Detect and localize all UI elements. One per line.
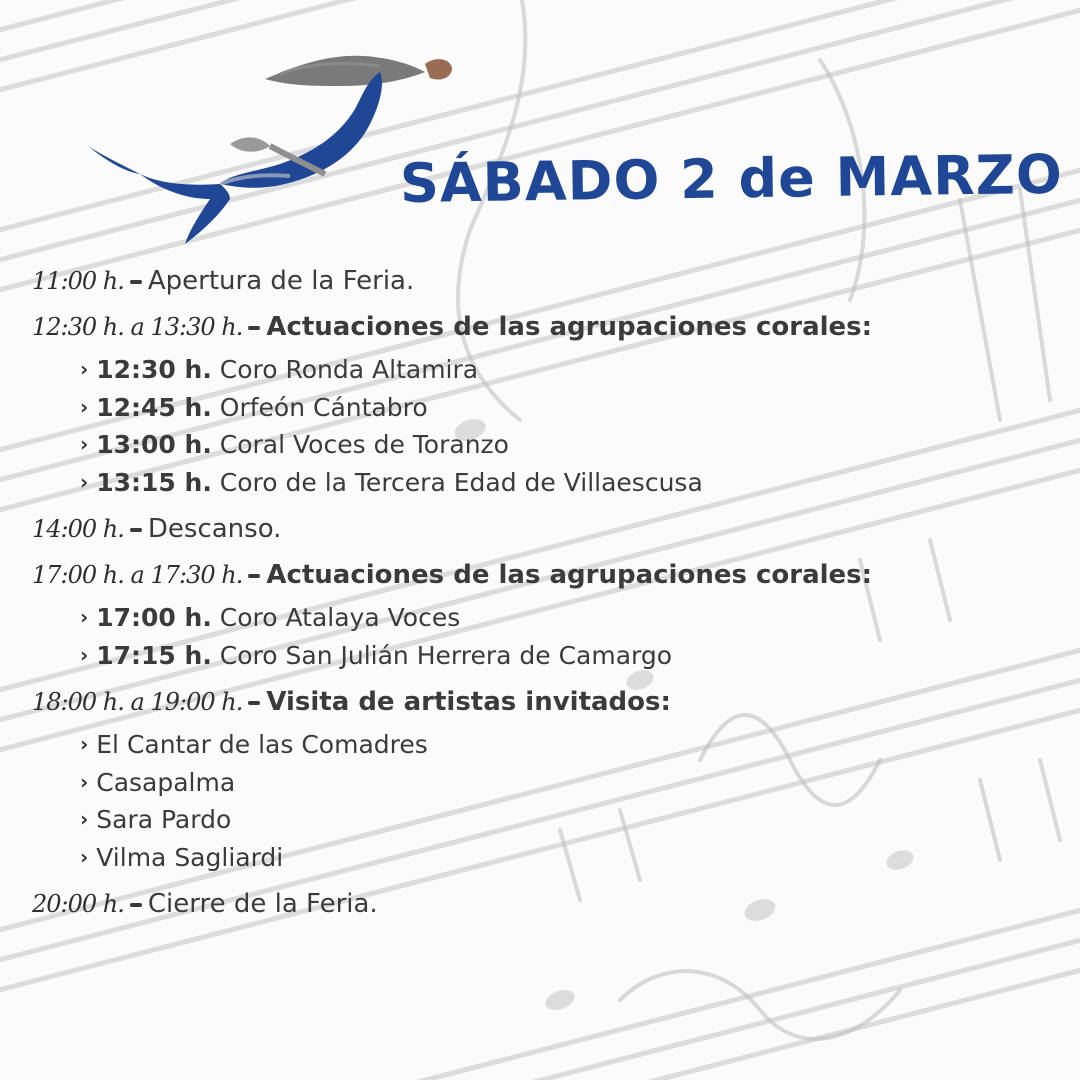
schedule-entry xyxy=(32,885,1062,923)
item-text: Casapalma xyxy=(96,767,236,797)
item-time: 17:00 h. xyxy=(96,603,212,632)
chevron-right-icon: › xyxy=(80,642,89,667)
dash-separator xyxy=(248,326,260,330)
list-item xyxy=(80,390,1062,428)
item-time: 12:45 h. xyxy=(96,392,212,422)
list-item xyxy=(80,840,1062,878)
entry-time: 18:00 h. a 19:00 h. xyxy=(32,688,243,716)
entry-time: 14:00 h. xyxy=(32,515,124,543)
dash-separator xyxy=(248,574,260,578)
page-title: SÁBADO 2 de MARZO xyxy=(399,142,1064,215)
dash-separator xyxy=(130,528,142,532)
chevron-right-icon: › xyxy=(80,605,89,629)
schedule xyxy=(32,262,1062,931)
schedule-entry xyxy=(32,556,1062,594)
chevron-right-icon: › xyxy=(80,732,89,756)
entry-time: 11:00 h. xyxy=(32,267,124,295)
schedule-entry xyxy=(32,308,1062,346)
item-text: Sara Pardo xyxy=(96,805,232,834)
schedule-entry xyxy=(32,683,1062,721)
item-text: Coral Voces de Toranzo xyxy=(219,430,509,459)
entry-label: Actuaciones de las agrupaciones corales: xyxy=(266,560,873,590)
chevron-right-icon: › xyxy=(80,357,89,381)
chevron-right-icon: › xyxy=(80,769,89,794)
performer-list xyxy=(32,600,1062,675)
entry-time: 20:00 h. xyxy=(32,890,124,918)
item-time: 13:15 h. xyxy=(96,467,212,497)
item-text: Orfeón Cántabro xyxy=(219,392,428,422)
chevron-right-icon: › xyxy=(80,394,89,419)
dash-separator xyxy=(248,701,260,705)
item-text: Coro San Julián Herrera de Camargo xyxy=(219,640,673,670)
entry-label: Actuaciones de las agrupaciones corales: xyxy=(266,312,873,342)
item-text: El Cantar de las Comadres xyxy=(96,730,428,759)
schedule-entry xyxy=(32,262,1062,300)
schedule-entry xyxy=(32,510,1062,548)
chevron-right-icon: › xyxy=(80,807,89,831)
list-item xyxy=(80,802,1062,840)
list-item xyxy=(80,600,1062,638)
dash-separator xyxy=(130,903,142,907)
list-item xyxy=(80,727,1062,765)
entry-label: Apertura de la Feria. xyxy=(147,266,415,296)
dash-separator xyxy=(130,280,142,284)
list-item xyxy=(80,352,1062,390)
item-time: 13:00 h. xyxy=(96,430,212,459)
entry-time: 17:00 h. a 17:30 h. xyxy=(32,561,243,589)
entry-time: 12:30 h. a 13:30 h. xyxy=(32,313,243,341)
item-time: 17:15 h. xyxy=(96,640,212,670)
mermaid-illustration xyxy=(80,34,460,249)
list-item xyxy=(80,465,1062,503)
entry-label: Visita de artistas invitados: xyxy=(266,687,671,717)
chevron-right-icon: › xyxy=(80,844,89,869)
list-item xyxy=(80,638,1062,676)
chevron-right-icon: › xyxy=(80,469,89,494)
chevron-right-icon: › xyxy=(80,432,89,456)
performer-list xyxy=(32,727,1062,877)
item-text: Coro de la Tercera Edad de Villaescusa xyxy=(219,467,703,497)
item-time: 12:30 h. xyxy=(96,355,212,384)
item-text: Coro Atalaya Voces xyxy=(219,603,461,632)
entry-label: Descanso. xyxy=(147,514,282,544)
item-text: Coro Ronda Altamira xyxy=(219,355,479,384)
entry-label: Cierre de la Feria. xyxy=(147,889,378,919)
performer-list xyxy=(32,352,1062,502)
list-item xyxy=(80,765,1062,803)
list-item xyxy=(80,427,1062,465)
item-text: Vilma Sagliardi xyxy=(96,842,284,872)
